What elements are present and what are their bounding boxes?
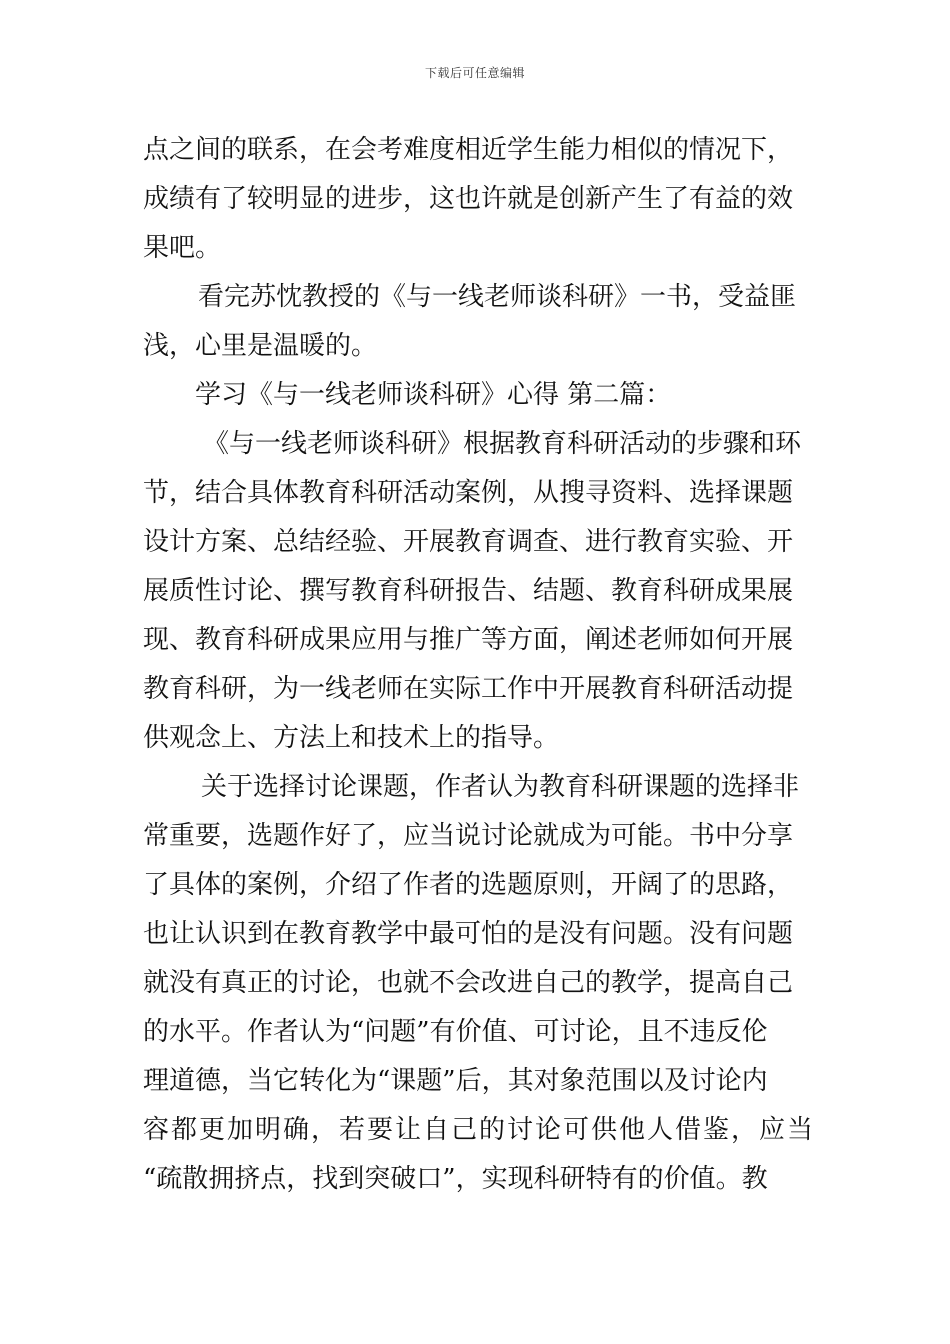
text-line: 浅，心里是温暖的。 (143, 331, 378, 361)
text-line: 常重要，选题作好了，应当说讨论就成为可能。书中分享 (143, 821, 794, 851)
text-line: 就没有真正的讨论，也就不会改进自己的教学，提高自己 (143, 968, 794, 998)
text-line: 供观念上、方法上和技术上的指导。 (143, 723, 560, 753)
text-line: 的水平。作者认为“问题”有价值、可讨论，且不违反伦 (143, 1017, 768, 1047)
text-line: 现、教育科研成果应用与推广等方面，阐述老师如何开展 (143, 625, 794, 655)
text-line: 展质性讨论、撰写教育科研报告、结题、教育科研成果展 (143, 576, 794, 606)
paragraph-first-line: 《与一线老师谈科研》根据教育科研活动的步骤和环 (203, 429, 802, 459)
text-line: 教育科研，为一线老师在实际工作中开展教育科研活动提 (143, 674, 794, 704)
section-heading: 学习《与一线老师谈科研》心得 第二篇： (195, 380, 672, 410)
text-line: 理道德，当它转化为“课题”后，其对象范围以及讨论内 (143, 1066, 768, 1096)
text-line: 点之间的联系，在会考难度相近学生能力相似的情况下， (143, 135, 794, 165)
page-header: 下载后可任意编辑 (424, 66, 525, 80)
document-body (143, 126, 816, 1204)
text-line: 成绩有了较明显的进步，这也许就是创新产生了有益的效 (143, 184, 794, 214)
text-line: “疏散拥挤点，找到突破口”，实现科研特有的价值。教 (143, 1164, 768, 1194)
text-line: 节，结合具体教育科研活动案例，从搜寻资料、选择课题 (143, 478, 794, 508)
text-line: 果吧。 (143, 233, 222, 263)
text-line: 容都更加明确，若要让自己的讨论可供他人借鉴，应当 (143, 1115, 816, 1145)
paragraph-first-line: 看完苏忱教授的《与一线老师谈科研》一书，受益匪 (198, 282, 797, 312)
text-line: 也让认识到在教育教学中最可怕的是没有问题。没有问题 (143, 919, 794, 949)
text-line: 设计方案、总结经验、开展教育调查、进行教育实验、开 (143, 527, 794, 557)
paragraph-first-line: 关于选择讨论课题，作者认为教育科研课题的选择非 (201, 772, 800, 802)
text-line: 了具体的案例，介绍了作者的选题原则，开阔了的思路， (143, 870, 794, 900)
